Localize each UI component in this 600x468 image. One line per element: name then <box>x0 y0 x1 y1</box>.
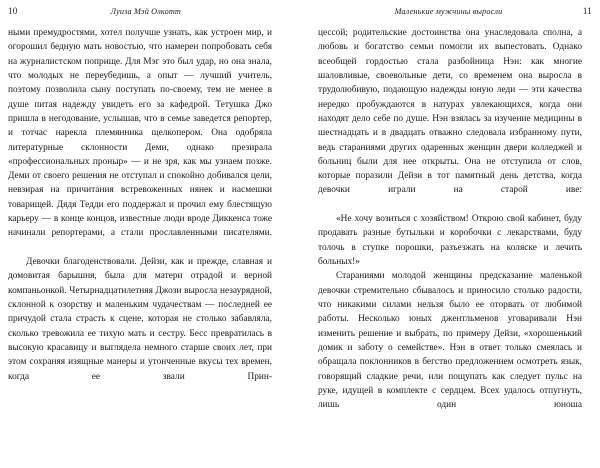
right-running-head-title: Маленькие мужчины выросли <box>394 6 503 16</box>
paragraph: «Не хочу возиться с хозяйством! Открою свой кабинет, буду продавать разные бутыльки и коробочки с лекарствами, буду толочь в ступке порошки, разъезжать на коляске и лечить больных!» <box>318 214 582 267</box>
right-page <box>300 0 600 468</box>
left-running-head <box>8 4 292 18</box>
paragraph: Стараниями молодой женщины предсказание маленькой девочки стремительно сбывалось и приносило столько радости, что никакими силами нельзя было ее оторвать от любимой работы. Несколько юных джентльменов уговаривали Нэн изменить решение и выбрать, по примеру Дейзи, «хорошенький домик и заботу о семействе». Нэн в ответ только смеялась и обращала поклонников в бегство предложением осмотреть язык, говорящий сладкие речи, или пощупать как следует пульс на руке, идущей в комплекте с сердцем. Всех удалось отпугнуть, лишь один юноша <box>318 271 582 411</box>
left-page-textblock <box>8 26 272 398</box>
left-running-head-title: Луиза Мэй Олкотт <box>110 6 181 16</box>
right-running-head <box>308 4 592 18</box>
right-page-textblock <box>318 26 582 427</box>
paragraph: Девочки благоденствовали. Дейзи, как и прежде, славная и домовитая барышня, была для матери отрадой и верной компаньонкой. Четырнадцатилетняя Джози выросла незаурядной, склонной к озорству и маленьким чудачествам — последней ее причудой стала страсть к сцене, которая не столько забавляла, сколько тревожила ее тихую мать и сестру. Бесс превратилась в высокую красавицу и выглядела немного старше своих лет, при этом сохраняя изящные манеры и утонченные вкусы тех времен, когда ее звали Прин- <box>8 257 272 382</box>
paragraph: цессой; родительские достоинства она унаследовала сполна, а любовь и богатство семьи помогли их выпестовать. Однако всеобщей гордостью стала разбойница Нэн: как многие шаловливые, своевольные дети, со временем она выросла в трудолюбивую, подающую надежды юную леди — эти качества нередко пробуждаются в натурах увлекающихся, когда они находят дело себе по душе. Нэн взялась за изучение медицины в шестнадцать и в двадцать отважно следовала избранному пути, ведь стараниями других одаренных женщин двери колледжей и больниц были для нее открыты. Она не отступила от слов, которые поразили Дейзи в тот памятный день детства, когда девочки играли на старой иве: <box>318 28 582 196</box>
paragraph: ными премудростями, хотел получше узнать, как устроен мир, и огорошил бедную мать новостью, что намерен попробовать себя на журналистском поприще. Для Мэг это был удар, но она знала, что молодых не переубедишь, а опыт — лучший учитель, поэтому позволила сыну поступать по-своему, тем не менее в душе питая надежду увидеть его за кафедрой. Тетушка Джо пришла в негодование, услышав, что в семье заведется репортер, и тотчас нарекла племянника щелкопером. Она одобряла литературные склонности Деми, однако презирала «профессиональных проныр» — и не зря, как мы узнаем позже. Деми от своего решения не отступал и спокойно добивался цели, невзирая на причитания встревоженных нянек и насмешки товарищей. Дядя Тедди его поддержал и прочил ему блестящую карьеру — в конце концов, известные люди вроде Диккенса тоже начинали репортерами, а стали прославленными писателями. <box>8 28 272 239</box>
left-page-number: 10 <box>8 6 18 16</box>
right-page-number: 11 <box>582 6 592 16</box>
